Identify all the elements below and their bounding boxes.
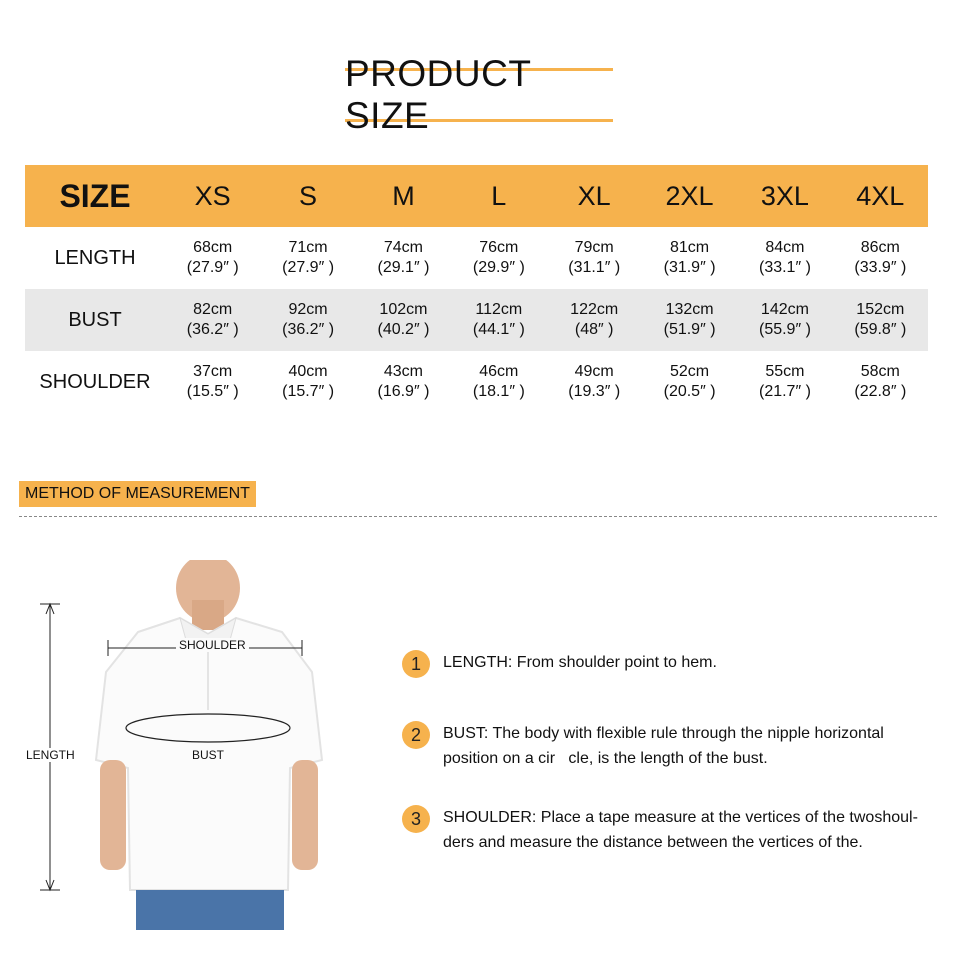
size-col-header: 2XL bbox=[665, 181, 714, 211]
table-cell: 37cm (15.5″ ) bbox=[186, 363, 239, 400]
table-cell: 79cm (31.1″ ) bbox=[568, 239, 621, 276]
size-col-header: XS bbox=[194, 181, 231, 211]
section-divider bbox=[19, 516, 937, 517]
size-col-header: 4XL bbox=[856, 181, 905, 211]
step-text: BUST: The body with flexible rule through the nipple horizontal position on a cir cle, is the length of the bust. bbox=[443, 725, 884, 767]
size-col-header: L bbox=[491, 181, 507, 211]
table-cell: 152cm (59.8″ ) bbox=[854, 301, 907, 338]
table-row-bust bbox=[25, 289, 928, 351]
table-cell: 82cm (36.2″ ) bbox=[186, 301, 239, 338]
table-cell: 76cm (29.9″ ) bbox=[472, 239, 525, 276]
table-cell: 92cm (36.2″ ) bbox=[282, 301, 335, 338]
table-cell: 68cm (27.9″ ) bbox=[186, 239, 239, 276]
length-figure-label: LENGTH bbox=[26, 748, 75, 762]
page-title bbox=[345, 53, 613, 136]
table-cell: 122cm (48″ ) bbox=[570, 301, 619, 338]
size-table bbox=[25, 165, 928, 413]
table-cell: 71cm (27.9″ ) bbox=[282, 239, 335, 276]
table-cell: 43cm (16.9″ ) bbox=[377, 363, 430, 400]
size-col-header: 3XL bbox=[760, 181, 809, 211]
table-cell: 102cm (40.2″ ) bbox=[377, 301, 430, 338]
table-cell: 58cm (22.8″ ) bbox=[854, 363, 907, 400]
table-cell: 74cm (29.1″ ) bbox=[377, 239, 430, 276]
row-label: SHOULDER bbox=[39, 370, 151, 393]
size-header-label: SIZE bbox=[59, 177, 131, 214]
size-col-header: S bbox=[299, 181, 318, 211]
step-bust bbox=[402, 721, 938, 771]
jeans-shape bbox=[136, 890, 284, 930]
step-length bbox=[402, 650, 938, 678]
method-of-measurement-tag: METHOD OF MEASUREMENT bbox=[19, 481, 256, 507]
table-cell: 112cm (44.1″ ) bbox=[472, 301, 525, 338]
shoulder-figure-label: SHOULDER bbox=[176, 638, 249, 652]
table-cell: 132cm (51.9″ ) bbox=[663, 301, 716, 338]
shirt-illustration bbox=[20, 560, 340, 930]
step-number-badge: 1 bbox=[402, 650, 430, 678]
step-number-badge: 2 bbox=[402, 721, 430, 749]
left-arm bbox=[100, 760, 126, 870]
bust-figure-label: BUST bbox=[192, 748, 225, 762]
size-col-header: M bbox=[392, 181, 415, 211]
table-cell: 142cm (55.9″ ) bbox=[758, 301, 811, 338]
table-cell: 86cm (33.9″ ) bbox=[854, 239, 907, 276]
table-cell: 49cm (19.3″ ) bbox=[568, 363, 621, 400]
row-label: BUST bbox=[68, 308, 122, 331]
table-cell: 52cm (20.5″ ) bbox=[663, 363, 716, 400]
page-title-text: PRODUCT SIZE bbox=[345, 53, 531, 136]
table-row-length bbox=[25, 227, 928, 289]
table-cell: 84cm (33.1″ ) bbox=[758, 239, 811, 276]
size-header-row bbox=[25, 165, 928, 227]
table-cell: 40cm (15.7″ ) bbox=[282, 363, 335, 400]
shirt-figure bbox=[20, 560, 340, 930]
table-cell: 81cm (31.9″ ) bbox=[663, 239, 716, 276]
step-text: SHOULDER: Place a tape measure at the vertices of the twoshoul-ders and measure the distance between the vertices of the. bbox=[443, 809, 918, 851]
table-row-shoulder bbox=[25, 351, 928, 413]
table-cell: 55cm (21.7″ ) bbox=[758, 363, 811, 400]
table-cell: 46cm (18.1″ ) bbox=[472, 363, 525, 400]
size-col-header: XL bbox=[577, 181, 611, 211]
step-shoulder bbox=[402, 805, 938, 855]
step-text: LENGTH: From shoulder point to hem. bbox=[443, 654, 717, 671]
row-label: LENGTH bbox=[54, 246, 136, 269]
step-number-badge: 3 bbox=[402, 805, 430, 833]
neck-shape bbox=[192, 600, 224, 630]
right-arm bbox=[292, 760, 318, 870]
